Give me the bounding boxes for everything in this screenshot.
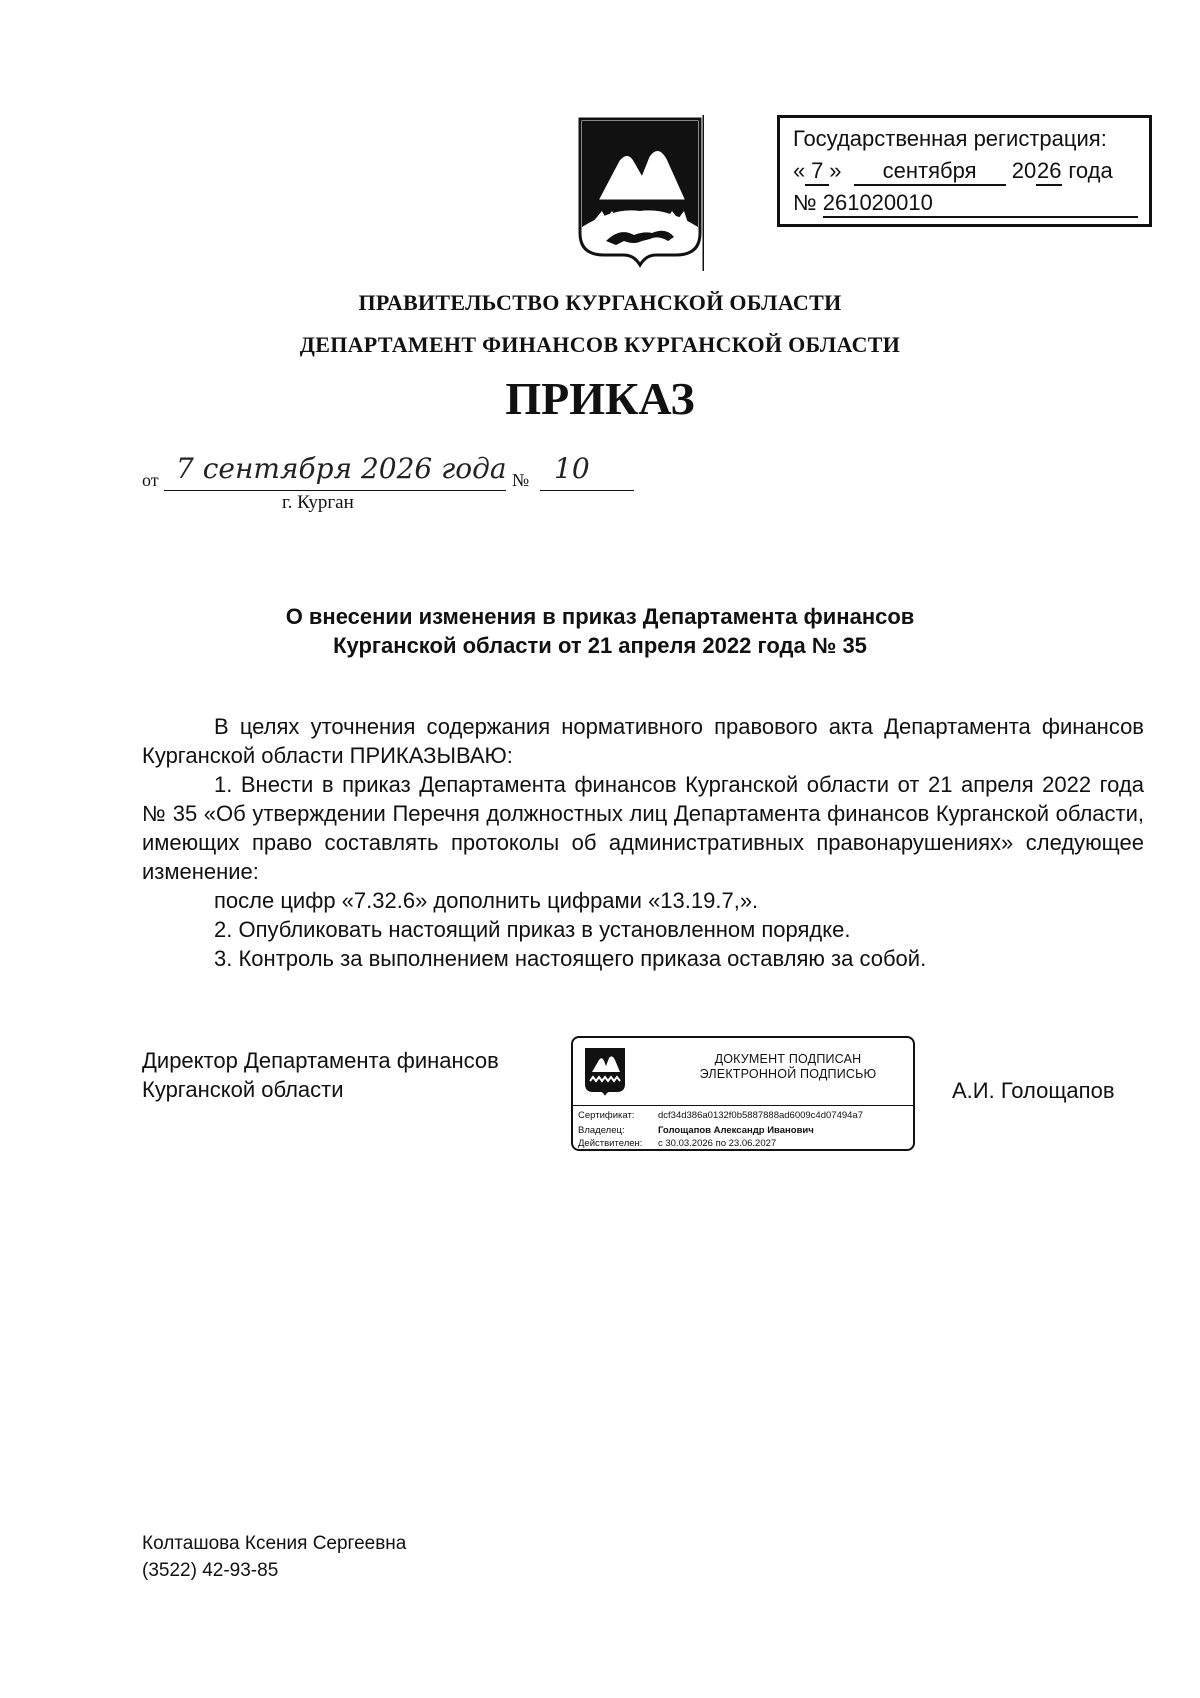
position-line-2: Курганской области — [142, 1077, 344, 1102]
esig-owner-label: Владелец: — [578, 1125, 625, 1136]
registration-month: сентября — [854, 158, 1006, 186]
government-heading: ПРАВИТЕЛЬСТВО КУРГАНСКОЙ ОБЛАСТИ — [358, 290, 842, 315]
number-label: № — [512, 470, 530, 490]
signatory-position — [142, 1046, 499, 1104]
position-line-1: Директор Департамента финансов — [142, 1048, 499, 1073]
body-preamble: В целях уточнения содержания нормативного правового акта Департамента финансов Курганской области ПРИКАЗЫВАЮ: — [142, 714, 1144, 768]
esig-title-line-1: ДОКУМЕНТ ПОДПИСАН — [714, 1052, 862, 1066]
esig-validity-value: с 30.03.2026 по 23.06.2027 — [658, 1138, 777, 1149]
subject-line-2: Курганской области от 21 апреля 2022 года № 35 — [333, 633, 867, 658]
document-title: ПРИКАЗ — [505, 373, 695, 424]
executor-info — [142, 1530, 406, 1584]
body-item-1-change: после цифр «7.32.6» дополнить цифрами «13.19.7,». — [214, 888, 759, 913]
executor-phone: (3522) 42-93-85 — [142, 1560, 279, 1581]
executor-name: Колташова Ксения Сергеевна — [142, 1533, 407, 1554]
body-item-3: 3. Контроль за выполнением настоящего приказа оставляю за собой. — [214, 946, 927, 971]
esig-divider — [573, 1105, 913, 1106]
body-item-2: 2. Опубликовать настоящий приказ в установленном порядке. — [214, 917, 851, 942]
emblem-icon — [583, 1046, 627, 1098]
esig-owner-row — [578, 1125, 814, 1136]
from-label: от — [142, 470, 159, 490]
city-label: г. Курган — [282, 492, 354, 513]
registration-year-suffix: 26 — [1036, 158, 1062, 186]
handwritten-number: 10 — [554, 452, 590, 485]
signatory-name: А.И. Голощапов — [952, 1078, 1115, 1103]
department-heading: ДЕПАРТАМЕНТ ФИНАНСОВ КУРГАНСКОЙ ОБЛАСТИ — [299, 332, 901, 357]
handwritten-date: 7 сентября 2026 года — [176, 452, 507, 485]
esig-title-line-2: ЭЛЕКТРОННОЙ ПОДПИСЬЮ — [699, 1067, 877, 1081]
registration-day-open: « — [793, 158, 806, 183]
registration-heading: Государственная регистрация: — [793, 126, 1107, 151]
body-item-1: 1. Внести в приказ Департамента финансов Курганской области от 21 апреля 2022 года № 35 «Об утверждении Перечня должностных лиц Департамента финансов Курганской области, имеющих право составлять протоколы об административных правонарушениях» следующее изменение: — [142, 772, 1144, 884]
registration-year-prefix: 20 — [1011, 158, 1037, 183]
esig-certificate-row — [578, 1110, 863, 1121]
order-date-line — [142, 452, 642, 518]
esig-certificate-label: Сертификат: — [578, 1110, 635, 1121]
registration-number-label: № — [793, 190, 817, 215]
order-body — [142, 712, 1144, 973]
order-subject — [200, 602, 1000, 660]
registration-day: 7 — [805, 158, 829, 186]
esig-certificate-value: dcf34d386a0132f0b5887888ad6009c4d07494a7 — [658, 1110, 863, 1121]
registration-stamp — [777, 115, 1152, 227]
esig-validity-label: Действителен: — [578, 1138, 643, 1149]
esig-validity-row — [578, 1138, 776, 1149]
registration-number-line — [793, 190, 1138, 218]
subject-line-1: О внесении изменения в приказ Департамента финансов — [285, 604, 915, 629]
esig-title — [668, 1052, 908, 1082]
registration-year-word: года — [1068, 158, 1113, 183]
esig-owner-value: Голощапов Александр Иванович — [658, 1125, 814, 1136]
electronic-signature-stamp — [571, 1036, 915, 1151]
registration-number: 261020010 — [823, 190, 1138, 218]
coat-of-arms-emblem — [576, 115, 704, 271]
registration-date — [793, 158, 1113, 186]
registration-day-close: » — [829, 158, 842, 183]
